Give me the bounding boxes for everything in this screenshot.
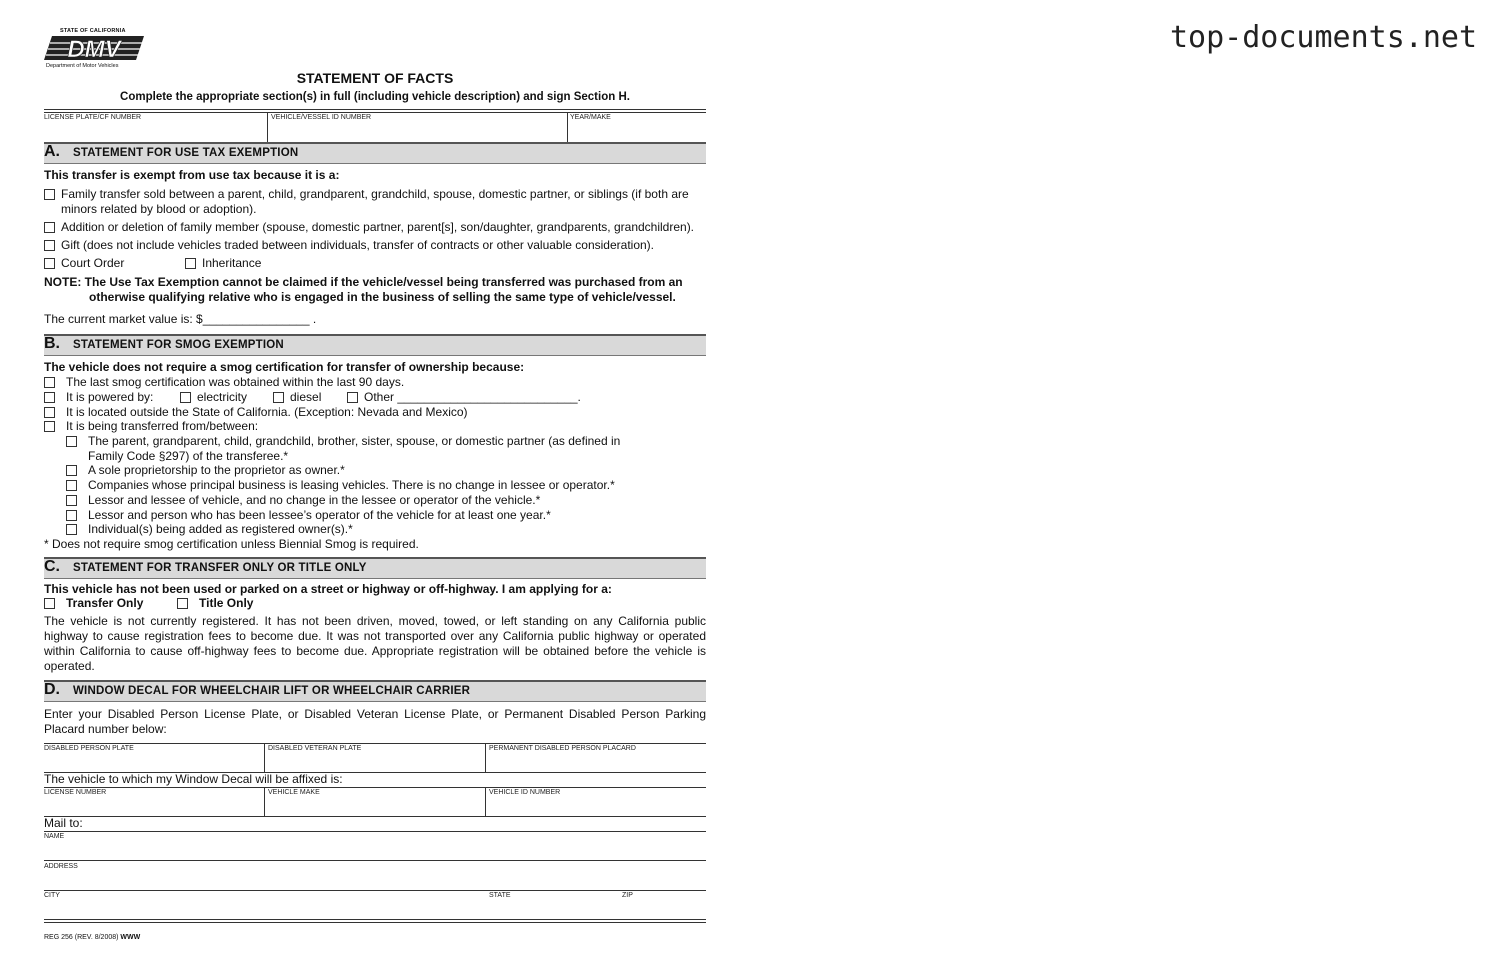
transferred-between-checkbox[interactable] bbox=[44, 421, 55, 432]
title-only-label: Title Only bbox=[199, 596, 254, 610]
note-line-2: otherwise qualifying relative who is engaged in the business of selling the same type of vehicle/vessel. bbox=[89, 290, 676, 304]
section-a-header bbox=[44, 142, 706, 164]
logo-mark-text: DMV bbox=[67, 36, 121, 62]
gift-checkbox[interactable] bbox=[44, 240, 55, 251]
section-c-intro: This vehicle has not been used or parked on a street or highway or off-highway. I am applying for a: bbox=[44, 582, 612, 596]
vehicle-id-field[interactable]: VEHICLE/VESSEL ID NUMBER bbox=[271, 114, 372, 121]
family-transfer-label: Family transfer sold between a parent, child, grandparent, grandchild, spouse, domestic partner, or siblings (if both are bbox=[61, 187, 689, 201]
form-title: STATEMENT OF FACTS bbox=[296, 70, 454, 86]
section-b-letter: B. bbox=[44, 335, 60, 352]
family-transfer-checkbox[interactable] bbox=[44, 189, 55, 200]
outside-california-checkbox[interactable] bbox=[44, 407, 55, 418]
powered-by-checkbox[interactable] bbox=[44, 392, 55, 403]
dmv-logo-mark bbox=[44, 34, 148, 62]
section-b-header bbox=[44, 334, 706, 356]
vehicle-make-field[interactable]: VEHICLE MAKE bbox=[268, 789, 320, 796]
smog-90-days-label: The last smog certification was obtained within the last 90 days. bbox=[66, 375, 405, 389]
lessor-lessee-label: Lessor and lessee of vehicle, and no change in the lessee or operator of the vehicle.* bbox=[88, 493, 541, 507]
logo-state: STATE OF CALIFORNIA bbox=[60, 28, 126, 34]
form-footer bbox=[44, 934, 140, 941]
logo-dept: Department of Motor Vehicles bbox=[46, 63, 119, 69]
form-www: WWW bbox=[120, 934, 141, 941]
outside-california-label: It is located outside the State of California. (Exception: Nevada and Mexico) bbox=[66, 405, 468, 419]
diesel-checkbox[interactable] bbox=[273, 392, 284, 403]
section-a-title: STATEMENT FOR USE TAX EXEMPTION bbox=[73, 147, 299, 159]
other-fuel-field[interactable]: Other ___________________________. bbox=[364, 390, 581, 404]
section-c-letter: C. bbox=[44, 558, 60, 575]
section-b-title: STATEMENT FOR SMOG EXEMPTION bbox=[73, 339, 284, 351]
inheritance-checkbox[interactable] bbox=[185, 258, 196, 269]
smog-footnote: * Does not require smog certification unless Biennial Smog is required. bbox=[44, 537, 419, 551]
form-subtitle: Complete the appropriate section(s) in full (including vehicle description) and sign Section H. bbox=[120, 91, 630, 103]
disabled-veteran-plate-field[interactable]: DISABLED VETERAN PLATE bbox=[268, 745, 362, 752]
sole-proprietorship-checkbox[interactable] bbox=[66, 465, 77, 476]
transferred-between-label: It is being transferred from/between: bbox=[66, 419, 259, 433]
gift-label: Gift (does not include vehicles traded between individuals, transfer of contracts or other valuable consideration). bbox=[61, 238, 654, 252]
leasing-companies-label: Companies whose principal business is leasing vehicles. There is no change in lessee or operator.* bbox=[88, 478, 615, 492]
transfer-only-label: Transfer Only bbox=[66, 596, 144, 610]
watermark-text: top-documents.net bbox=[1169, 20, 1477, 55]
lessor-lessee-checkbox[interactable] bbox=[66, 495, 77, 506]
owners-added-checkbox[interactable] bbox=[66, 524, 77, 535]
section-a-intro: This transfer is exempt from use tax because it is a: bbox=[44, 168, 340, 182]
license-plate-field[interactable]: LICENSE PLATE/CF NUMBER bbox=[44, 114, 142, 121]
vehicle-id-number-field[interactable]: VEHICLE ID NUMBER bbox=[489, 789, 561, 796]
market-value-field[interactable]: The current market value is: $________________ . bbox=[44, 312, 317, 326]
family-member-label: Addition or deletion of family member (spouse, domestic partner, parent[s], son/daughter, grandparents, grandchildren). bbox=[61, 220, 695, 234]
lessor-operator-label: Lessor and person who has been lessee’s operator of the vehicle for at least one year.* bbox=[88, 508, 551, 522]
note-line-1: NOTE: The Use Tax Exemption cannot be claimed if the vehicle/vessel being transferred was purchased from an bbox=[44, 275, 683, 289]
window-decal-affixed-label: The vehicle to which my Window Decal will be affixed is: bbox=[44, 772, 343, 786]
leasing-companies-checkbox[interactable] bbox=[66, 480, 77, 491]
diesel-label: diesel bbox=[290, 390, 322, 404]
section-d-intro: Enter your Disabled Person License Plate, or Disabled Veteran License Plate, or Permanent Disabled Person Parking Placard number below: bbox=[44, 707, 706, 736]
section-c-title: STATEMENT FOR TRANSFER ONLY OR TITLE ONLY bbox=[73, 562, 367, 574]
inheritance-label: Inheritance bbox=[202, 256, 262, 270]
disabled-person-plate-field[interactable]: DISABLED PERSON PLATE bbox=[44, 745, 134, 752]
lessor-operator-checkbox[interactable] bbox=[66, 510, 77, 521]
smog-90-days-checkbox[interactable] bbox=[44, 377, 55, 388]
section-b-intro: The vehicle does not require a smog certification for transfer of ownership because: bbox=[44, 360, 525, 374]
section-c-body: The vehicle is not currently registered. It has not been driven, moved, towed, or left standing on any California public highway to cause registration fees to become due. It was not transported over any California public highway or operated within California to cause off-highway fees to become due. Appropriate registration will be obtained before the vehicle is operated. bbox=[44, 614, 706, 673]
electricity-label: electricity bbox=[197, 390, 248, 404]
license-number-field[interactable]: LICENSE NUMBER bbox=[44, 789, 107, 796]
title-only-checkbox[interactable] bbox=[177, 598, 188, 609]
transfer-only-checkbox[interactable] bbox=[44, 598, 55, 609]
form-number: REG 256 (REV. 8/2008) bbox=[44, 934, 119, 941]
city-field[interactable]: CITY bbox=[44, 892, 60, 899]
state-field[interactable]: STATE bbox=[489, 892, 511, 899]
relative-transfer-label: The parent, grandparent, child, grandchild, brother, sister, spouse, or domestic partner (as defined in bbox=[88, 434, 621, 448]
family-transfer-label-2: minors related by blood or adoption). bbox=[61, 202, 257, 216]
name-field[interactable]: NAME bbox=[44, 833, 65, 840]
mail-to-label: Mail to: bbox=[44, 816, 83, 830]
family-member-checkbox[interactable] bbox=[44, 222, 55, 233]
section-c-header bbox=[44, 557, 706, 579]
court-order-label: Court Order bbox=[61, 256, 125, 270]
year-make-field[interactable]: YEAR/MAKE bbox=[570, 114, 611, 121]
section-d-title: WINDOW DECAL FOR WHEELCHAIR LIFT OR WHEELCHAIR CARRIER bbox=[73, 685, 471, 697]
electricity-checkbox[interactable] bbox=[180, 392, 191, 403]
placard-field[interactable]: PERMANENT DISABLED PERSON PLACARD bbox=[489, 745, 636, 752]
section-a-letter: A. bbox=[44, 143, 60, 160]
other-fuel-checkbox[interactable] bbox=[347, 392, 358, 403]
powered-by-label: It is powered by: bbox=[66, 390, 154, 404]
section-d-letter: D. bbox=[44, 681, 60, 698]
sole-proprietorship-label: A sole proprietorship to the proprietor as owner.* bbox=[88, 463, 345, 477]
dmv-logo bbox=[44, 28, 148, 72]
court-order-checkbox[interactable] bbox=[44, 258, 55, 269]
zip-field[interactable]: ZIP bbox=[622, 892, 633, 899]
section-d-header bbox=[44, 680, 706, 702]
address-field[interactable]: ADDRESS bbox=[44, 863, 78, 870]
relative-transfer-label-2: Family Code §297) of the transferee.* bbox=[88, 449, 289, 463]
owners-added-label: Individual(s) being added as registered owner(s).* bbox=[88, 522, 353, 536]
relative-transfer-checkbox[interactable] bbox=[66, 436, 77, 447]
